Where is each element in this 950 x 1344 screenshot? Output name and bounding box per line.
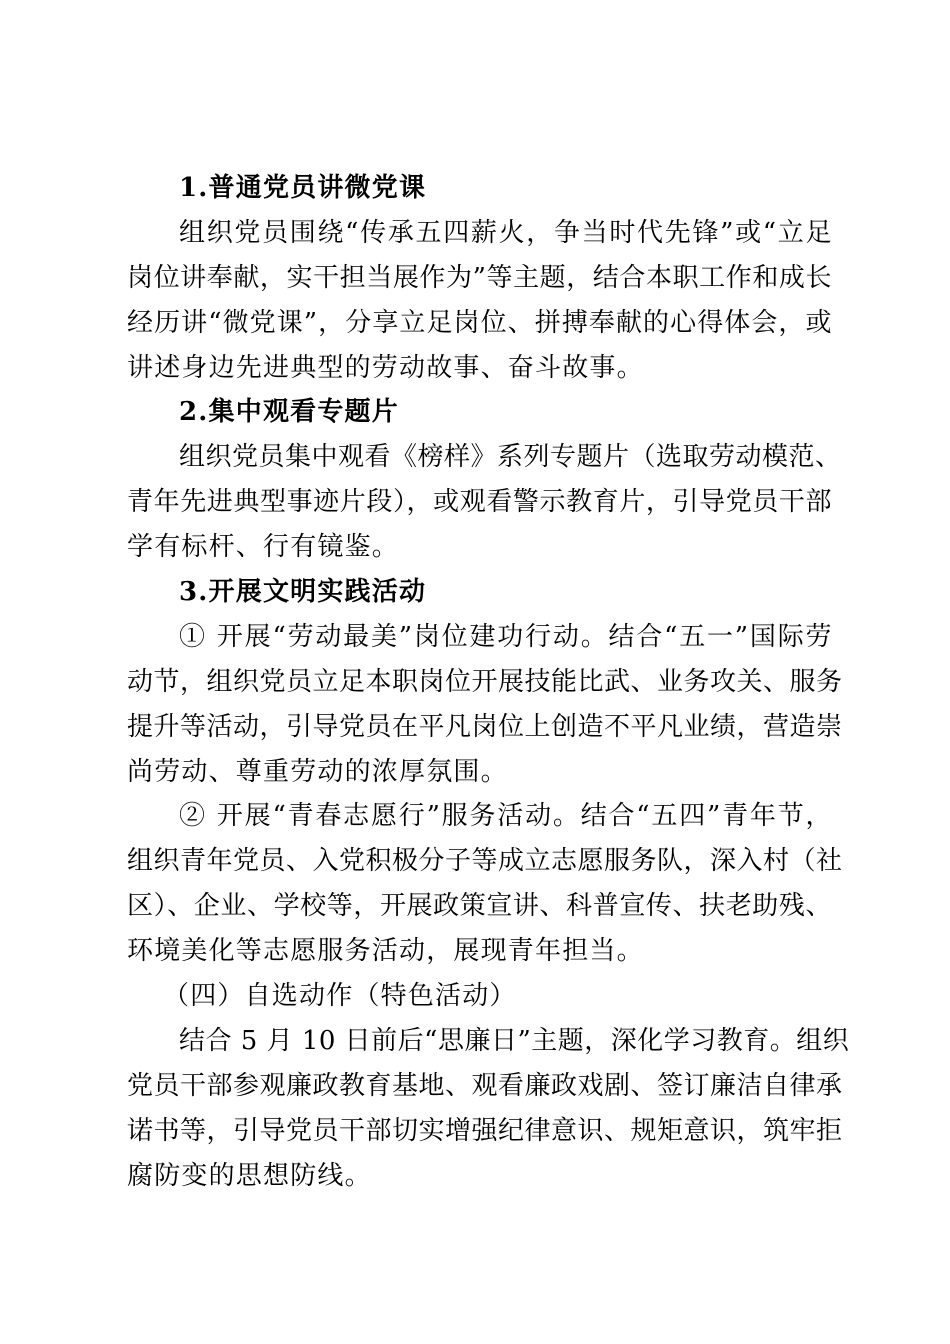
section-heading: 1.普通党员讲微党课 (179, 173, 427, 203)
paragraph-line: 党员干部参观廉政教育基地、观看廉政戏剧、签订廉洁自律承 (127, 1070, 843, 1101)
paragraph-line: 腐防变的思想防线。 (127, 1160, 372, 1191)
subsection-heading: （四）自选动作（特色活动） (163, 981, 517, 1012)
paragraph-line: 尚劳动、尊重劳动的浓厚氛围。 (127, 756, 508, 787)
paragraph-line: 岗位讲奉献，实干担当展作为”等主题，结合本职工作和成长 (127, 262, 832, 293)
section-heading: 3.开展文明实践活动 (179, 577, 427, 608)
paragraph-line: 组织党员围绕“传承五四薪火，争当时代先锋”或“立足 (179, 217, 832, 248)
paragraph-line: 学有标杆、行有镜鉴。 (127, 532, 400, 563)
paragraph-line: 组织党员集中观看《榜样》系列专题片（选取劳动模范、 (179, 442, 842, 473)
paragraph-line: 动节，组织党员立足本职岗位开展技能比武、业务攻关、服务 (127, 666, 843, 697)
paragraph-line: 环境美化等志愿服务活动，展现青年担当。 (127, 936, 644, 967)
paragraph-line: 提升等活动，引导党员在平凡岗位上创造不平凡业绩，营造崇 (127, 711, 843, 742)
paragraph-line: 诺书等，引导党员干部切实增强纪律意识、规矩意识，筑牢拒 (127, 1115, 843, 1146)
paragraph-line: ① 开展“劳动最美”岗位建功行动。结合“五一”国际劳 (179, 621, 832, 652)
paragraph-line: 区）、企业、学校等，开展政策宣讲、科普宣传、扶老助残、 (127, 891, 832, 922)
paragraph-line: ② 开展“青春志愿行”服务活动。结合“五四”青年节， (179, 801, 832, 832)
paragraph-line: 结合 5 月 10 日前后“思廉日”主题，深化学习教育。组织 (179, 1025, 850, 1056)
paragraph-line: 讲述身边先进典型的劳动故事、奋斗故事。 (127, 352, 644, 383)
paragraph-line: 经历讲“微党课”，分享立足岗位、拼搏奉献的心得体会，或 (127, 307, 832, 338)
paragraph-line: 组织青年党员、入党积极分子等成立志愿服务队，深入村（社 (127, 846, 843, 877)
section-heading: 2.集中观看专题片 (179, 397, 399, 428)
paragraph-line: 青年先进典型事迹片段），或观看警示教育片，引导党员干部 (127, 487, 832, 518)
document-page (127, 166, 850, 1198)
